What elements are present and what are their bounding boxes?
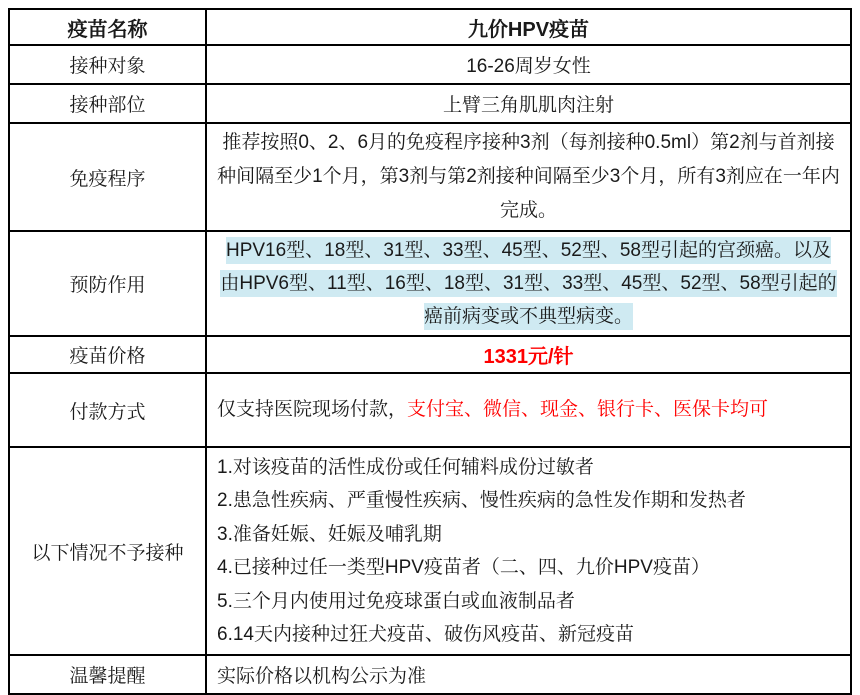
- table-row: [9, 336, 851, 373]
- table-row: [9, 45, 851, 84]
- row-label-immunization-schedule: 免疫程序: [9, 123, 206, 231]
- contraindication-item: 3.准备妊娠、妊娠及哺乳期: [217, 523, 442, 545]
- table-row: [9, 123, 851, 231]
- row-value-contraindications: [206, 447, 851, 655]
- row-label-contraindications: 以下情况不予接种: [9, 447, 206, 655]
- contraindication-item: 4.已接种过任一类型HPV疫苗者（二、四、九价HPV疫苗）: [217, 557, 710, 578]
- row-value-vaccine-price: [206, 336, 851, 373]
- contraindication-item: 5.三个月内使用过免疫球蛋白或血液制品者: [217, 590, 575, 612]
- row-label-vaccine-price: 疫苗价格: [9, 336, 206, 373]
- row-label-injection-site: 接种部位: [9, 84, 206, 123]
- row-value-target-group: 16-26周岁女性: [206, 45, 851, 84]
- table-row: [9, 231, 851, 336]
- row-value-immunization-schedule: 推荐按照0、2、6月的免疫程序接种3剂（每剂接种0.5ml）第2剂与首剂接种间隔至少1个月，第3剂与第2剂接种间隔至少3个月，所有3剂应在一年内完成。: [206, 123, 851, 231]
- contraindication-item: 1.对该疫苗的活性成份或任何辅料成份过敏者: [217, 456, 594, 478]
- contraindication-list: [217, 451, 840, 652]
- header-label-vaccine-name: 疫苗名称: [9, 9, 206, 45]
- contraindication-item: 2.患急性疾病、严重慢性疾病、慢性疾病的急性发作期和发热者: [217, 490, 746, 511]
- table-row: [9, 373, 851, 447]
- payment-text-black: 仅支持医院现场付款，: [217, 399, 408, 420]
- row-label-protective-effect: 预防作用: [9, 231, 206, 336]
- row-value-protective-effect: [206, 231, 851, 336]
- row-value-friendly-reminder: 实际价格以机构公示为准: [206, 655, 851, 694]
- table-row: [9, 9, 851, 45]
- contraindication-item: 6.14天内接种过狂犬疫苗、破伤风疫苗、新冠疫苗: [217, 624, 634, 645]
- row-value-payment-method: [206, 373, 851, 447]
- payment-text-red: 支付宝、微信、现金、银行卡、医保卡均可: [407, 399, 769, 420]
- table-row: [9, 447, 851, 655]
- row-label-payment-method: 付款方式: [9, 373, 206, 447]
- row-value-injection-site: 上臂三角肌肌肉注射: [206, 84, 851, 123]
- vaccine-info-table: [8, 8, 852, 695]
- table-row: [9, 84, 851, 123]
- header-value-vaccine-name: 九价HPV疫苗: [206, 9, 851, 45]
- row-label-target-group: 接种对象: [9, 45, 206, 84]
- table-row: [9, 655, 851, 694]
- row-label-friendly-reminder: 温馨提醒: [9, 655, 206, 694]
- price-text: 1331元/针: [483, 346, 574, 368]
- highlighted-text: HPV16型、18型、31型、33型、45型、52型、58型引起的宫颈癌。以及由HPV6型、11型、16型、18型、31型、33型、45型、52型、58型引起的癌前病变或不典型病变。: [220, 237, 836, 330]
